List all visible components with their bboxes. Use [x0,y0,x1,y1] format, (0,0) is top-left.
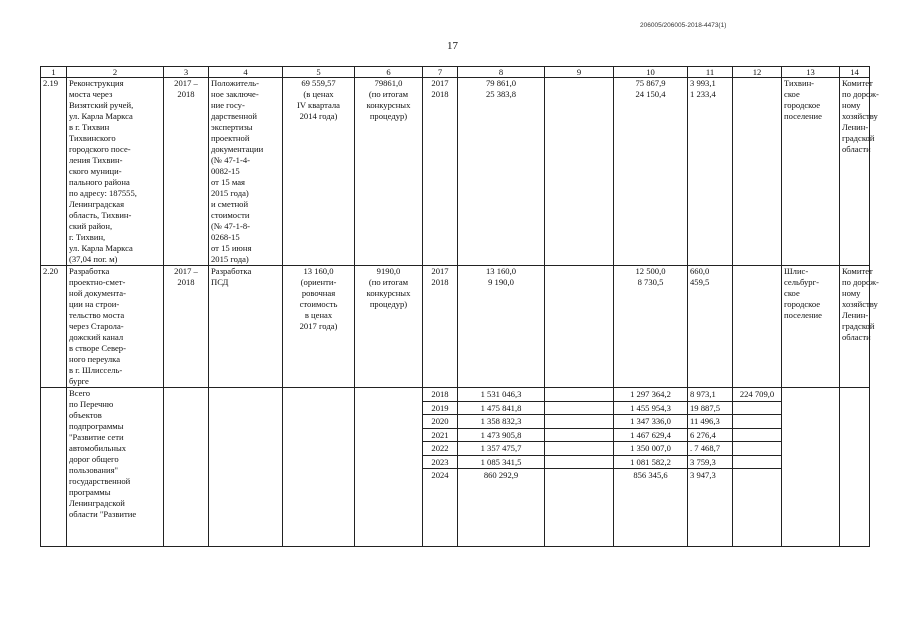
object-col9 [545,78,614,266]
summary-label-line: объектов [69,410,102,420]
column-number-2: 2 [67,67,164,78]
object-documents-line: ПСД [211,277,229,287]
object-name-line: проектно-смет- [69,277,126,287]
object-documents [209,266,283,388]
object-name-line: ул. Карла Маркса [69,243,133,253]
summary-col12 [733,442,782,456]
object-period [164,78,209,266]
object-documents-line: стоимости [211,210,250,220]
object-estimated-cost-line: 2014 года) [299,111,338,121]
object-period [164,266,209,388]
object-local-budget-line: 660,0 [690,266,710,276]
object-period-line: 2017 – [174,266,198,276]
object-documents-line: 0082-15 [211,166,240,176]
object-customer [840,78,879,266]
object-estimated-cost [283,78,355,266]
object-contract-cost-line: конкурсных [366,288,411,298]
document-id: 206005/206005-2018-4473(1) [640,22,727,29]
object-documents-line: и сметной [211,199,249,209]
object-customer-line: по дорож- [842,277,879,287]
object-documents-line: Положитель- [211,78,259,88]
object-contract-cost [355,78,423,266]
summary-local-budget: . 7 468,7 [688,442,733,456]
object-settlement-line: Шлис- [784,266,809,276]
summary-col12 [733,415,782,429]
summary-local-budget: 8 973,1 [688,388,733,402]
column-number-6: 6 [355,67,423,78]
object-customer [840,266,879,388]
object-documents-line: дарственной [211,111,257,121]
object-customer-line: области [842,332,871,342]
object-documents-line: экспертизы [211,122,253,132]
object-customer-line: Комитет [842,266,873,276]
summary-local-budget: 3 759,3 [688,455,733,469]
object-estimated-cost-line: 13 160,0 [303,266,334,276]
summary-year: 2022 [423,442,458,456]
object-contract-cost-line: (по итогам [368,89,409,99]
object-contract-cost [355,266,423,388]
summary-year: 2018 [423,388,458,402]
object-local-budget-line: 3 993,1 [690,78,716,88]
object-estimated-cost [283,266,355,388]
column-number-11: 11 [688,67,733,78]
object-total [458,78,545,266]
object-documents [209,78,283,266]
object-regional-budget [614,78,688,266]
object-customer-line: хозяйству [842,299,878,309]
object-name-line: ной документа- [69,288,126,298]
object-documents-line: ние госу- [211,100,245,110]
summary-total: 1 475 841,8 [458,401,545,415]
summary-blank-13 [782,388,840,547]
object-name-line: тельство моста [69,310,125,320]
column-number-4: 4 [209,67,283,78]
column-number-8: 8 [458,67,545,78]
object-local-budget [688,78,733,266]
object-name-line: ного переулка [69,354,121,364]
object-name-line: ления Тихвин- [69,155,123,165]
summary-regional-budget: 1 081 582,2 [614,455,688,469]
object-local-budget-line: 1 233,4 [690,89,716,99]
column-number-10: 10 [614,67,688,78]
object-documents-line: (№ 47-1-4- [211,155,250,165]
object-estimated-cost-line: IV квартала [296,100,341,110]
object-estimated-cost-line: 69 559,57 [301,78,336,88]
object-settlement [782,266,840,388]
object-customer-line: Ленин- [842,122,869,132]
object-documents-line: проектной [211,133,250,143]
object-row-2.20 [41,266,870,388]
object-name-line: Тихвинского [69,133,116,143]
object-number: 2.19 [41,78,67,266]
summary-total: 1 473 905,8 [458,428,545,442]
summary-blank-6 [355,388,423,547]
summary-local-budget: 11 496,3 [688,415,733,429]
object-total-line: 13 160,0 [485,266,517,276]
object-name-line: городского посе- [69,144,131,154]
column-number-7: 7 [423,67,458,78]
summary-label-line: Ленинградской [69,498,125,508]
summary-year: 2024 [423,469,458,547]
object-name [67,78,164,266]
objects-table [40,66,879,547]
summary-col12: 224 709,0 [733,388,782,402]
object-documents-line: (№ 47-1-8- [211,221,250,231]
object-documents-line: от 15 мая [211,177,245,187]
object-contract-cost-line: процедур) [369,299,408,309]
summary-blank-3 [164,388,209,547]
summary-regional-budget: 1 350 007,0 [614,442,688,456]
object-col12 [733,78,782,266]
object-total [458,266,545,388]
summary-blank-1 [41,388,67,547]
object-name-line: ского муници- [69,166,122,176]
object-name-line: ский район, [69,221,113,231]
object-estimated-cost-line: 2017 года) [299,321,338,331]
summary-col9 [545,415,614,429]
summary-total: 1 531 046,3 [458,388,545,402]
object-name-line: моста через [69,89,113,99]
object-regional-budget-line: 12 500,0 [635,266,666,276]
object-period-line: 2017 – [174,78,198,88]
column-number-13: 13 [782,67,840,78]
object-customer-line: области [842,144,871,154]
object-settlement-line: городское [784,299,821,309]
object-contract-cost-line: 79861,0 [374,78,403,88]
object-col9 [545,266,614,388]
object-name-line: область, Тихвин- [69,210,132,220]
object-row-2.19 [41,78,870,266]
object-settlement-line: городское [784,100,821,110]
object-years-line: 2018 [431,277,449,287]
object-regional-budget-line: 24 150,4 [635,89,666,99]
object-documents-line: 0268-15 [211,232,240,242]
summary-row-2018 [41,388,870,402]
object-customer-line: ному [842,100,861,110]
column-number-1: 1 [41,67,67,78]
object-years [423,266,458,388]
object-name-line: (37,04 пог. м) [69,254,118,264]
object-name-line: бурге [69,376,89,386]
object-documents-line: документации [211,144,264,154]
object-col12 [733,266,782,388]
object-regional-budget-line: 75 867,9 [635,78,666,88]
summary-total: 1 085 341,5 [458,455,545,469]
summary-label-line: программы [69,487,111,497]
object-name-line: в г. Тихвин [69,122,110,132]
object-years-line: 2017 [431,78,449,88]
object-period-line: 2018 [177,89,195,99]
object-customer-line: ному [842,288,861,298]
summary-label-line: области "Развитие [69,509,137,519]
summary-local-budget: 19 887,5 [688,401,733,415]
object-estimated-cost-line: (ориенти- [300,277,337,287]
summary-regional-budget: 1 455 954,3 [614,401,688,415]
summary-regional-budget: 856 345,6 [614,469,688,547]
summary-blank-14 [840,388,870,547]
object-name-line: в створе Север- [69,343,126,353]
object-name-line: пального района [69,177,130,187]
summary-year: 2021 [423,428,458,442]
object-estimated-cost-line: стоимость [299,299,338,309]
summary-regional-budget: 1 297 364,2 [614,388,688,402]
object-estimated-cost-line: (в ценах [303,89,334,99]
object-estimated-cost-line: ровочная [301,288,336,298]
summary-blank-4 [209,388,283,547]
object-total-line: 25 383,8 [485,89,517,99]
summary-label-line: автомобильных [69,443,127,453]
object-name-line: по адресу: 187555, [69,188,137,198]
object-customer-line: Комитет [842,78,873,88]
object-name-line: Реконструкция [69,78,124,88]
summary-year: 2020 [423,415,458,429]
object-name-line: Ленинградская [69,199,125,209]
object-customer-line: градской [842,133,875,143]
summary-col9 [545,469,614,547]
column-number-3: 3 [164,67,209,78]
object-number: 2.20 [41,266,67,388]
object-settlement-line: Тихвин- [784,78,815,88]
summary-label-line: пользования" [69,465,119,475]
summary-col12 [733,401,782,415]
summary-col9 [545,388,614,402]
summary-col12 [733,469,782,547]
summary-col12 [733,428,782,442]
object-documents-line: Разработка [211,266,252,276]
object-documents-line: 2015 года) [211,188,249,198]
object-customer-line: Ленин- [842,310,869,320]
object-contract-cost-line: конкурсных [366,100,411,110]
object-contract-cost-line: процедур) [369,111,408,121]
object-estimated-cost-line: в ценах [304,310,333,320]
summary-regional-budget: 1 467 629,4 [614,428,688,442]
object-name-line: в г. Шлиссель- [69,365,123,375]
object-local-budget-line: 459,5 [690,277,710,287]
summary-col9 [545,401,614,415]
object-settlement [782,78,840,266]
summary-label-line: Всего [69,388,91,398]
object-settlement-line: поселение [784,111,822,121]
column-number-row [41,67,870,78]
summary-total: 1 358 832,3 [458,415,545,429]
summary-label [67,388,164,547]
object-local-budget [688,266,733,388]
object-contract-cost-line: 9190,0 [376,266,401,276]
column-number-14: 14 [840,67,870,78]
object-name [67,266,164,388]
object-name-line: ции на строи- [69,299,120,309]
summary-year: 2023 [423,455,458,469]
object-regional-budget-line: 8 730,5 [637,277,664,287]
object-settlement-line: ское [784,288,800,298]
object-customer-line: хозяйству [842,111,878,121]
summary-year: 2019 [423,401,458,415]
object-customer-line: по дорож- [842,89,879,99]
object-name-line: Визятский ручей, [69,100,134,110]
object-years-line: 2018 [431,89,449,99]
object-name-line: Разработка [69,266,110,276]
object-name-line: дожский канал [69,332,124,342]
object-total-line: 79 861,0 [485,78,517,88]
summary-label-line: подпрограммы [69,421,124,431]
summary-local-budget: 6 276,4 [688,428,733,442]
summary-blank-5 [283,388,355,547]
column-number-9: 9 [545,67,614,78]
summary-regional-budget: 1 347 336,0 [614,415,688,429]
summary-col9 [545,428,614,442]
object-contract-cost-line: (по итогам [368,277,409,287]
summary-col9 [545,442,614,456]
object-total-line: 9 190,0 [488,277,514,287]
summary-label-line: по Перечню [69,399,114,409]
object-documents-line: от 15 июня [211,243,252,253]
column-number-12: 12 [733,67,782,78]
object-customer-line: градской [842,321,875,331]
object-regional-budget [614,266,688,388]
object-settlement-line: поселение [784,310,822,320]
column-number-5: 5 [283,67,355,78]
object-documents-line: 2015 года) [211,254,249,264]
object-documents-line: ное заключе- [211,89,259,99]
summary-label-line: "Развитие сети [69,432,124,442]
summary-local-budget: 3 947,3 [688,469,733,547]
object-years [423,78,458,266]
summary-label-line: дорог общего [69,454,119,464]
object-settlement-line: ское [784,89,800,99]
summary-col12 [733,455,782,469]
summary-label-line: государственной [69,476,131,486]
object-period-line: 2018 [177,277,195,287]
summary-total: 860 292,9 [458,469,545,547]
object-settlement-line: сельбург- [784,277,819,287]
summary-total: 1 357 475,7 [458,442,545,456]
object-name-line: г. Тихвин, [69,232,106,242]
page-number: 17 [447,40,458,52]
object-name-line: ул. Карла Маркса [69,111,133,121]
summary-col9 [545,455,614,469]
object-name-line: через Старола- [69,321,124,331]
object-years-line: 2017 [431,266,449,276]
